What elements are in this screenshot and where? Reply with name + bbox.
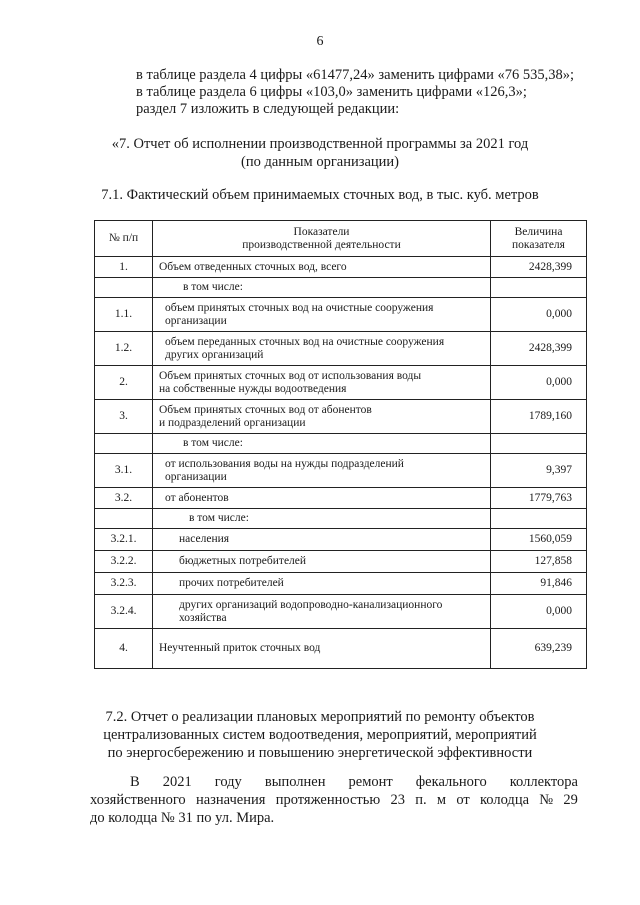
- row-value: [491, 278, 587, 298]
- word: назначения: [195, 792, 266, 808]
- table-row: [95, 629, 587, 669]
- amendment-line: в таблице раздела 6 цифры «103,0» заменить цифрами «126,3»;: [136, 84, 527, 100]
- word: протяженностью: [275, 792, 381, 808]
- header-value-line: показателя: [512, 238, 565, 251]
- amendment-line: в таблице раздела 4 цифры «61477,24» заменить цифрами «76 535,38»;: [136, 67, 574, 83]
- row-indicator-line: объем переданных сточных вод на очистные сооружения: [165, 335, 445, 348]
- word: году: [214, 774, 242, 790]
- row-number: 3.: [95, 400, 153, 434]
- row-indicator: [153, 332, 491, 366]
- row-indicator: в том числе:: [153, 434, 491, 454]
- row-number: 3.1.: [95, 454, 153, 488]
- header-indicators: [153, 221, 491, 257]
- word: п.: [415, 792, 427, 808]
- row-indicator: [153, 595, 491, 629]
- header-value: [491, 221, 587, 257]
- amendment-list: [136, 67, 574, 118]
- row-indicator: [153, 454, 491, 488]
- word: 23: [390, 792, 405, 808]
- table-row: [95, 332, 587, 366]
- row-indicator: Объем отведенных сточных вод, всего: [153, 257, 491, 278]
- word: колодца: [480, 792, 530, 808]
- row-indicator: прочих потребителей: [153, 573, 491, 595]
- body-line: [90, 791, 578, 809]
- row-value: 1789,160: [491, 400, 587, 434]
- table-row: [95, 400, 587, 434]
- subsection-title-line: 7.2. Отчет о реализации плановых мероприятий по ремонту объектов: [105, 709, 535, 725]
- table-row: [95, 366, 587, 400]
- row-indicator-line: других организаций: [165, 348, 264, 361]
- word: хозяйственного: [90, 792, 186, 808]
- word: 29: [563, 792, 578, 808]
- word: выполнен: [264, 774, 326, 790]
- table-row: [95, 278, 587, 298]
- row-indicator-line: организации: [165, 470, 227, 483]
- subsection-title-line: централизованных систем водоотведения, мероприятий, мероприятий: [103, 727, 537, 743]
- body-line: до колодца № 31 по ул. Мира.: [90, 810, 275, 826]
- row-value: 1779,763: [491, 488, 587, 509]
- table-row: [95, 573, 587, 595]
- body-line: [90, 773, 578, 791]
- row-indicator-line: других организаций водопроводно-канализационного: [179, 598, 443, 611]
- row-indicator-line: Объем принятых сточных вод от использования воды: [159, 369, 422, 382]
- row-value: [491, 509, 587, 529]
- row-value: 0,000: [491, 366, 587, 400]
- row-indicator-line: и подразделений организации: [159, 416, 306, 429]
- row-number: 2.: [95, 366, 153, 400]
- row-value: 2428,399: [491, 257, 587, 278]
- row-indicator-line: организации: [165, 314, 227, 327]
- row-indicator-line: от использования воды на нужды подразделений: [165, 457, 404, 470]
- table-row: [95, 551, 587, 573]
- subsection-7-2-title: [0, 708, 640, 762]
- table-row: [95, 434, 587, 454]
- subsection-title-line: по энергосбережению и повышению энергетической эффективности: [107, 745, 533, 761]
- row-number: [95, 509, 153, 529]
- section-title-line: «7. Отчет об исполнении производственной программы за 2021 год: [111, 136, 529, 152]
- row-indicator: [153, 400, 491, 434]
- row-number: 3.2.: [95, 488, 153, 509]
- word: №: [539, 792, 554, 808]
- row-value: 1560,059: [491, 529, 587, 551]
- row-number: 3.2.1.: [95, 529, 153, 551]
- table-row: [95, 488, 587, 509]
- row-value: 91,846: [491, 573, 587, 595]
- row-indicator: [153, 366, 491, 400]
- subsection-7-1-title: 7.1. Фактический объем принимаемых сточных вод, в тыс. куб. метров: [101, 187, 539, 203]
- word: от: [456, 792, 470, 808]
- word: ремонт: [348, 774, 393, 790]
- section-7-title: [0, 135, 640, 171]
- row-number: 4.: [95, 629, 153, 669]
- row-number: 1.1.: [95, 298, 153, 332]
- word: фекального: [415, 774, 487, 790]
- row-value: 2428,399: [491, 332, 587, 366]
- amendment-line: раздел 7 изложить в следующей редакции:: [136, 101, 400, 117]
- row-number: 3.2.4.: [95, 595, 153, 629]
- section-title-line: (по данным организации): [240, 154, 399, 170]
- table-row: [95, 257, 587, 278]
- row-indicator-line: объем принятых сточных вод на очистные сооружения: [165, 301, 434, 314]
- row-value: 639,239: [491, 629, 587, 669]
- word: коллектора: [509, 774, 578, 790]
- table-row: [95, 595, 587, 629]
- table-row: [95, 298, 587, 332]
- header-number: № п/п: [95, 221, 153, 257]
- row-number: [95, 278, 153, 298]
- table-row: [95, 529, 587, 551]
- row-value: 127,858: [491, 551, 587, 573]
- row-value: 0,000: [491, 298, 587, 332]
- row-indicator: бюджетных потребителей: [153, 551, 491, 573]
- table-row: [95, 509, 587, 529]
- row-indicator: Неучтенный приток сточных вод: [153, 629, 491, 669]
- row-indicator: в том числе:: [153, 509, 491, 529]
- header-indicators-line: Показатели: [293, 225, 350, 238]
- row-indicator: населения: [153, 529, 491, 551]
- wastewater-volume-table: [94, 220, 587, 669]
- word: 2021: [162, 774, 192, 790]
- row-number: 1.2.: [95, 332, 153, 366]
- page-number: 6: [316, 34, 324, 49]
- repair-description: [90, 773, 578, 827]
- row-number: 3.2.2.: [95, 551, 153, 573]
- row-number: 3.2.3.: [95, 573, 153, 595]
- row-value: 0,000: [491, 595, 587, 629]
- header-value-line: Величина: [514, 225, 563, 238]
- row-indicator-line: на собственные нужды водоотведения: [159, 382, 347, 395]
- row-indicator-line: хозяйства: [179, 611, 227, 624]
- word: м: [436, 792, 447, 808]
- row-value: 9,397: [491, 454, 587, 488]
- table-row: [95, 454, 587, 488]
- table-header-row: [95, 221, 587, 257]
- row-indicator-line: Объем принятых сточных вод от абонентов: [159, 403, 372, 416]
- row-indicator: в том числе:: [153, 278, 491, 298]
- header-indicators-line: производственной деятельности: [242, 238, 401, 251]
- row-indicator: от абонентов: [153, 488, 491, 509]
- row-value: [491, 434, 587, 454]
- row-indicator: [153, 298, 491, 332]
- row-number: 1.: [95, 257, 153, 278]
- row-number: [95, 434, 153, 454]
- word: В: [130, 774, 140, 790]
